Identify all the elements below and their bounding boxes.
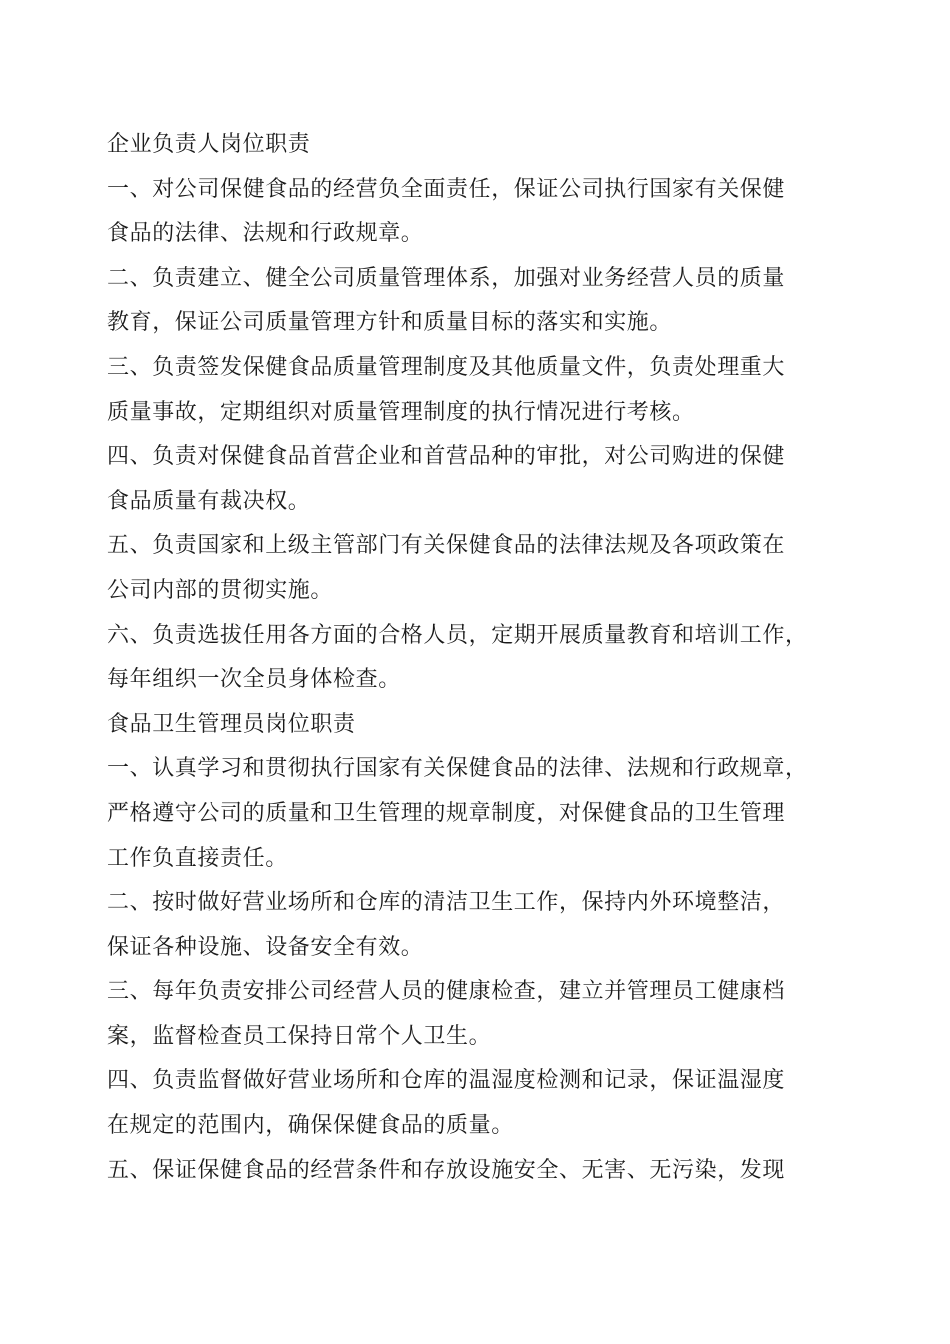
text-line: 保证各种设施、设备安全有效。 bbox=[107, 934, 424, 960]
text-line: 三、每年负责安排公司经营人员的健康检查，建立并管理员工健康档 bbox=[107, 979, 786, 1005]
text-line: 在规定的范围内，确保保健食品的质量。 bbox=[107, 1113, 514, 1139]
text-line: 四、负责监督做好营业场所和仓库的温湿度检测和记录，保证温湿度 bbox=[107, 1068, 786, 1094]
text-line: 四、负责对保健食品首营企业和首营品种的审批，对公司购进的保健 bbox=[107, 444, 786, 470]
text-line: 六、负责选拔任用各方面的合格人员，定期开展质量教育和培训工作， bbox=[107, 622, 808, 648]
text-line: 二、按时做好营业场所和仓库的清洁卫生工作，保持内外环境整洁， bbox=[107, 890, 786, 916]
text-line: 每年组织一次全员身体检查。 bbox=[107, 667, 401, 693]
section-title-food-hygiene-manager: 食品卫生管理员岗位职责 bbox=[107, 711, 356, 737]
text-line: 严格遵守公司的质量和卫生管理的规章制度，对保健食品的卫生管理 bbox=[107, 800, 786, 826]
text-line: 食品质量有裁决权。 bbox=[107, 488, 311, 514]
text-line: 五、负责国家和上级主管部门有关保健食品的法律法规及各项政策在 bbox=[107, 533, 786, 559]
text-line: 食品的法律、法规和行政规章。 bbox=[107, 221, 424, 247]
text-line: 质量事故，定期组织对质量管理制度的执行情况进行考核。 bbox=[107, 399, 695, 425]
text-line: 案，监督检查员工保持日常个人卫生。 bbox=[107, 1023, 492, 1049]
text-line: 三、负责签发保健食品质量管理制度及其他质量文件，负责处理重大 bbox=[107, 354, 786, 380]
document-body bbox=[107, 123, 832, 1193]
section-title-enterprise-head: 企业负责人岗位职责 bbox=[107, 132, 311, 157]
text-line: 工作负直接责任。 bbox=[107, 845, 288, 871]
text-line: 五、保证保健食品的经营条件和存放设施安全、无害、无污染，发现 bbox=[107, 1157, 786, 1183]
text-line: 教育，保证公司质量管理方针和质量目标的落实和实施。 bbox=[107, 310, 673, 336]
text-line: 一、认真学习和贯彻执行国家有关保健食品的法律、法规和行政规章， bbox=[107, 756, 808, 782]
text-line: 一、对公司保健食品的经营负全面责任，保证公司执行国家有关保健 bbox=[107, 176, 786, 202]
text-line: 公司内部的贯彻实施。 bbox=[107, 577, 334, 603]
text-line: 二、负责建立、健全公司质量管理体系，加强对业务经营人员的质量 bbox=[107, 265, 786, 291]
